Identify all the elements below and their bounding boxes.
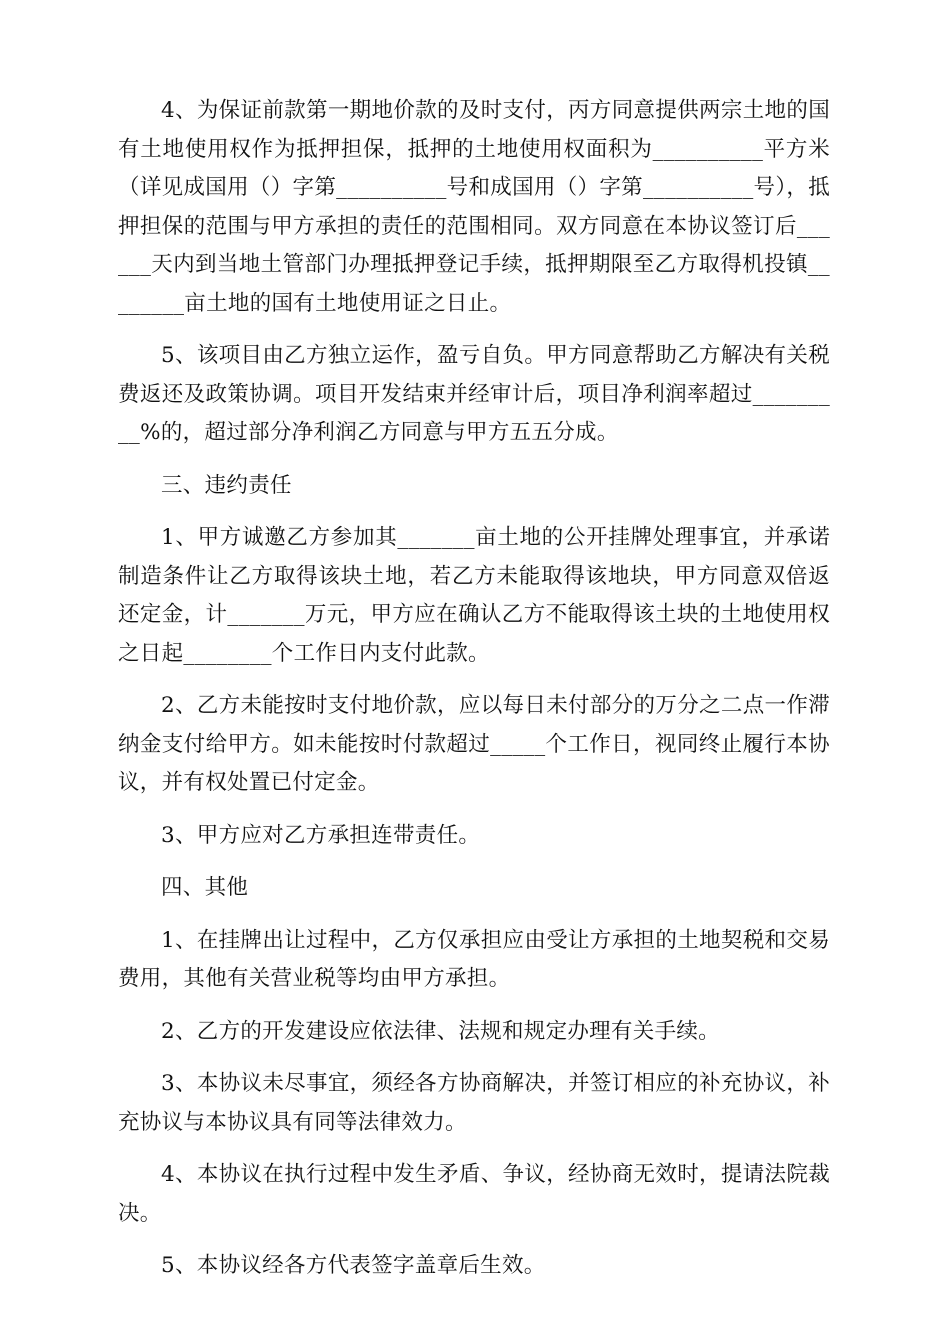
section-heading-other: 四、其他: [161, 875, 249, 900]
breach-clause-2: 2、乙方未能按时支付地价款，应以每日未付部分的万分之二点一作滞纳金支付给甲方。如未能按时付款超过_____个工作日，视同终止履行本协议，并有权处置已付定金。: [118, 693, 830, 795]
other-clause-3: 3、本协议未尽事宜，须经各方协商解决，并签订相应的补充协议，补充协议与本协议具有同等法律效力。: [118, 1071, 830, 1135]
other-clause-5: 5、本协议经各方代表签字盖章后生效。: [161, 1253, 546, 1278]
clause-4-mortgage-guarantee: 4、为保证前款第一期地价款的及时支付，丙方同意提供两宗土地的国有土地使用权作为抵押担保，抵押的土地使用权面积为__________平方米（详见成国用（）字第__________号和成国用（）字第__________号），抵押担保的范围与甲方承担的责任的范围相同。双方同意在本协议签订后______天内到当地土管部门办理抵押登记手续，抵押期限至乙方取得机投镇________亩土地的国有土地使用证之日止。: [118, 98, 830, 316]
other-clause-1: 1、在挂牌出让过程中，乙方仅承担应由受让方承担的土地契税和交易费用，其他有关营业税等均由甲方承担。: [118, 927, 830, 991]
other-clause-4: 4、本协议在执行过程中发生矛盾、争议，经协商无效时，提请法院裁决。: [118, 1162, 830, 1226]
section-heading-breach-liability: 三、违约责任: [161, 472, 292, 498]
document-body: [118, 92, 830, 1300]
breach-clause-3: 3、甲方应对乙方承担连带责任。: [161, 822, 481, 848]
clause-5-profit-sharing: 5、该项目由乙方独立运作，盈亏自负。甲方同意帮助乙方解决有关税费返还及政策协调。项目开发结束并经审计后，项目净利润率超过_________%的，超过部分净利润乙方同意与甲方五五分成。: [118, 343, 830, 445]
breach-clause-1: 1、甲方诚邀乙方参加其_______亩土地的公开挂牌处理事宜，并承诺制造条件让乙方取得该块土地，若乙方未能取得该地块，甲方同意双倍返还定金，计_______万元，甲方应在确认乙方不能取得该土块的土地使用权之日起________个工作日内支付此款。: [118, 525, 830, 666]
other-clause-2: 2、乙方的开发建设应依法律、法规和规定办理有关手续。: [161, 1018, 720, 1044]
